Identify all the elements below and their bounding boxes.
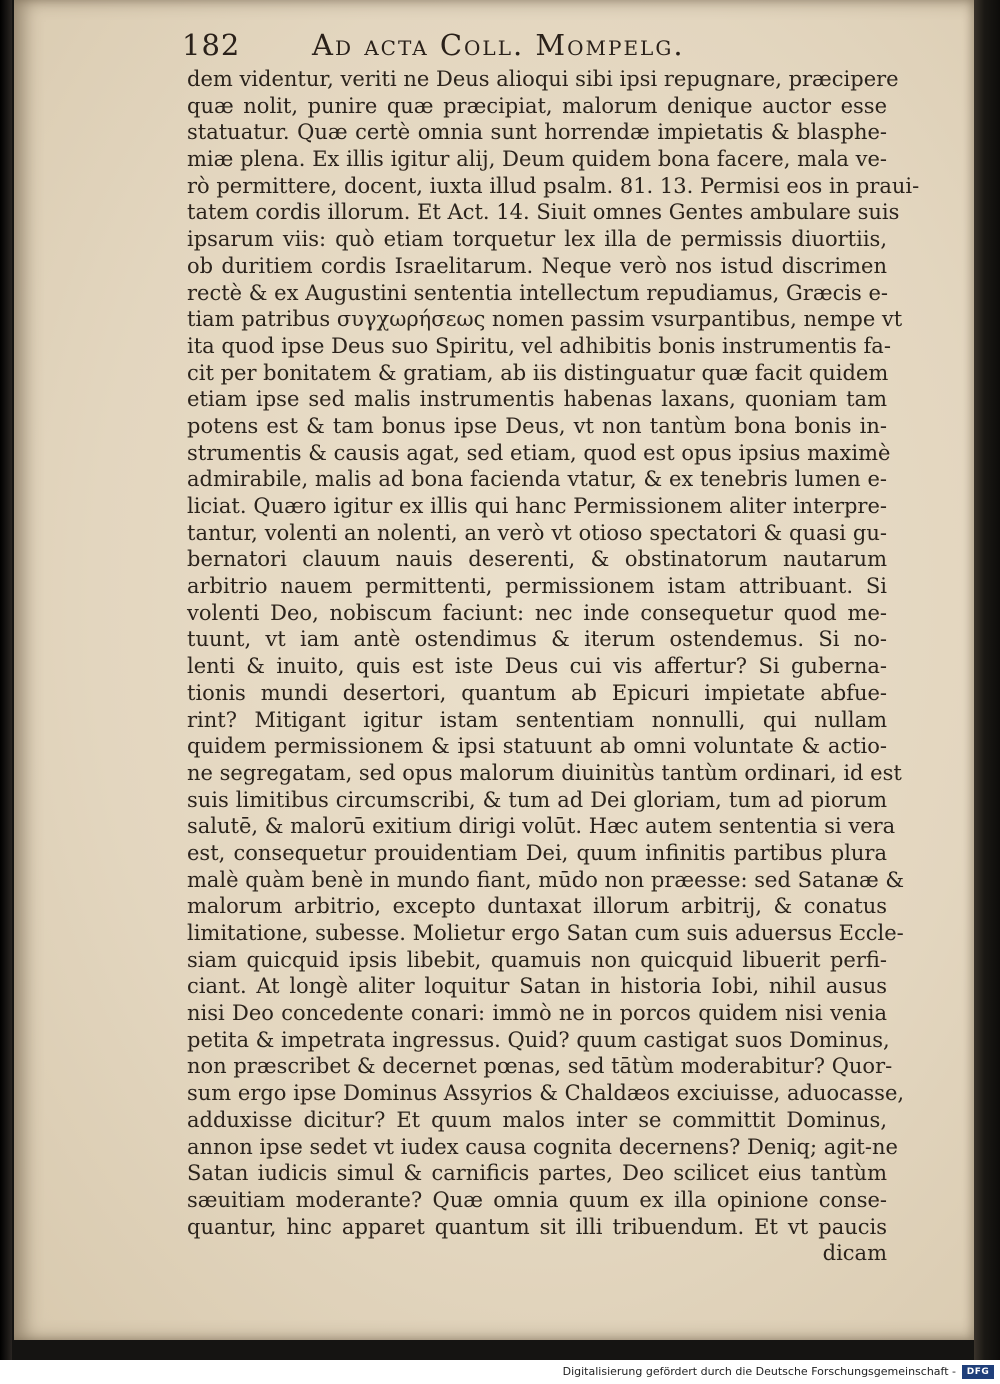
text-line: limitatione, subesse. Molietur ergo Satan cum suis aduersus Eccle- <box>187 921 904 945</box>
text-line: rectè & ex Augustini sententia intellectum repudiamus, Græcis e- <box>187 280 889 305</box>
text-line: liciat. Quæro igitur ex illis qui hanc Permissionem aliter interpre- <box>187 494 887 518</box>
text-line: salutē, & malorū exitium dirigi volūt. Hæc autem sententia si vera <box>187 814 896 839</box>
text-line: tionis mundi desertori, quantum ab Epicuri impietate abfue- <box>187 680 887 705</box>
text-line: adduxisse dicitur? Et quum malos inter se committit Dominus, <box>187 1107 887 1132</box>
text-line: est, consequetur prouidentiam Dei, quum infinitis partibus plura <box>187 840 887 865</box>
text-line: dicam <box>822 1241 887 1266</box>
text-line: rint? Mitigant igitur istam sententiam nonnulli, qui nullam <box>187 707 887 732</box>
text-line: ipsarum viis: quò etiam torquetur lex illa de permissis diuortiis, <box>187 227 887 252</box>
text-line: miæ plena. Ex illis igitur alij, Deum quidem bona facere, mala ve- <box>187 147 887 172</box>
text-line: sæuitiam moderante? Quæ omnia quum ex illa opinione conse- <box>187 1187 887 1212</box>
running-head: Ad acta Coll. Mompelg. <box>312 28 685 62</box>
funding-credit: Digitalisierung gefördert durch die Deutsche Forschungsgemeinschaft - <box>562 1365 956 1378</box>
text-line: bernatori clauum nauis deserenti, & obstinatorum nautarum <box>187 547 887 572</box>
text-line: quantur, hinc apparet quantum sit illi tribuendum. Et vt paucis <box>187 1214 887 1239</box>
footer-bar <box>0 1360 1000 1384</box>
text-line: statuatur. Quæ certè omnia sunt horrendæ impietatis & blasphe- <box>187 120 887 145</box>
text-line: malè quàm benè in mundo fiant, mūdo non præesse: sed Satanæ & <box>187 867 905 892</box>
text-line: ne segregatam, sed opus malorum diuinitùs tantùm ordinari, id est <box>187 760 902 785</box>
page-header <box>182 28 822 68</box>
book-spine-shadow <box>0 0 12 1360</box>
text-line: suis limitibus circumscribi, & tum ad Dei gloriam, tum ad piorum <box>187 787 887 812</box>
text-line: admirabile, malis ad bona facienda vtatur, & ex tenebris lumen e- <box>187 467 887 492</box>
text-line: quidem permissionem & ipsi statuunt ab omni voluntate & actio- <box>187 734 887 759</box>
text-line: lenti & inuito, quis est iste Deus cui vis affertur? Si guberna- <box>187 654 887 679</box>
text-line: ita quod ipse Deus suo Spiritu, vel adhibitis bonis instrumentis fa- <box>187 333 891 358</box>
text-line: quæ nolit, punire quæ præcipiat, malorum denique auctor esse <box>187 93 887 118</box>
text-line: rò permittere, docent, iuxta illud psalm. 81. 13. Permisi eos in praui- <box>187 173 920 198</box>
text-line: petita & impetrata ingressus. Quid? quum castigat suos Dominus, <box>187 1027 890 1052</box>
text-line: nisi Deo concedente conari: immò ne in porcos quidem nisi venia <box>187 1001 887 1026</box>
page-number: 182 <box>182 28 241 62</box>
book-page <box>14 0 974 1340</box>
text-line: annon ipse sedet vt iudex causa cognita decernens? Deniq; agit-ne <box>187 1134 898 1159</box>
text-line: tatem cordis illorum. Et Act. 14. Siuit omnes Gentes ambulare suis <box>187 200 900 225</box>
text-line: dem videntur, veriti ne Deus alioqui sibi ipsi repugnare, præcipere <box>187 67 899 91</box>
page-leaf-edges <box>974 0 1000 1360</box>
text-line: strumentis & causis agat, sed etiam, quod est opus ipsius maximè <box>187 440 891 465</box>
text-line: cit per bonitatem & gratiam, ab iis distinguatur quæ facit quidem <box>187 360 889 385</box>
text-line: siam quicquid ipsis libebit, quamuis non quicquid libuerit perfi- <box>187 947 887 972</box>
text-line: ciant. At longè aliter loquitur Satan in historia Iobi, nihil ausus <box>187 974 887 999</box>
text-line: tantur, volenti an nolenti, an verò vt otioso spectatori & quasi gu- <box>187 520 887 545</box>
text-line: etiam ipse sed malis instrumentis habenas laxans, quoniam tam <box>187 387 887 412</box>
text-line: potens est & tam bonus ipse Deus, vt non tantùm bona bonis in- <box>187 413 887 438</box>
text-line: ob duritiem cordis Israelitarum. Neque verò nos istud discrimen <box>187 253 887 278</box>
text-line: volenti Deo, nobiscum faciunt: nec inde consequetur quod me- <box>187 600 887 625</box>
text-line: non præscribet & decernet pœnas, sed tātùm moderabitur? Quor- <box>187 1054 893 1079</box>
text-line: arbitrio nauem permittenti, permissionem istam attribuant. Si <box>187 574 887 599</box>
text-line: tuunt, vt iam antè ostendimus & iterum ostendemus. Si no- <box>187 627 887 652</box>
text-line: malorum arbitrio, excepto duntaxat illorum arbitrij, & conatus <box>187 894 887 919</box>
dfg-logo: DFG <box>962 1365 994 1379</box>
text-line: tiam patribus συγχωρήσεως nomen passim vsurpantibus, nempe vt <box>187 307 903 332</box>
text-line: Satan iudicis simul & carnificis partes, Deo scilicet eius tantùm <box>187 1161 887 1186</box>
text-line: sum ergo ipse Dominus Assyrios & Chaldæos exciuisse, aduocasse, <box>187 1081 905 1106</box>
body-text <box>187 66 920 1267</box>
